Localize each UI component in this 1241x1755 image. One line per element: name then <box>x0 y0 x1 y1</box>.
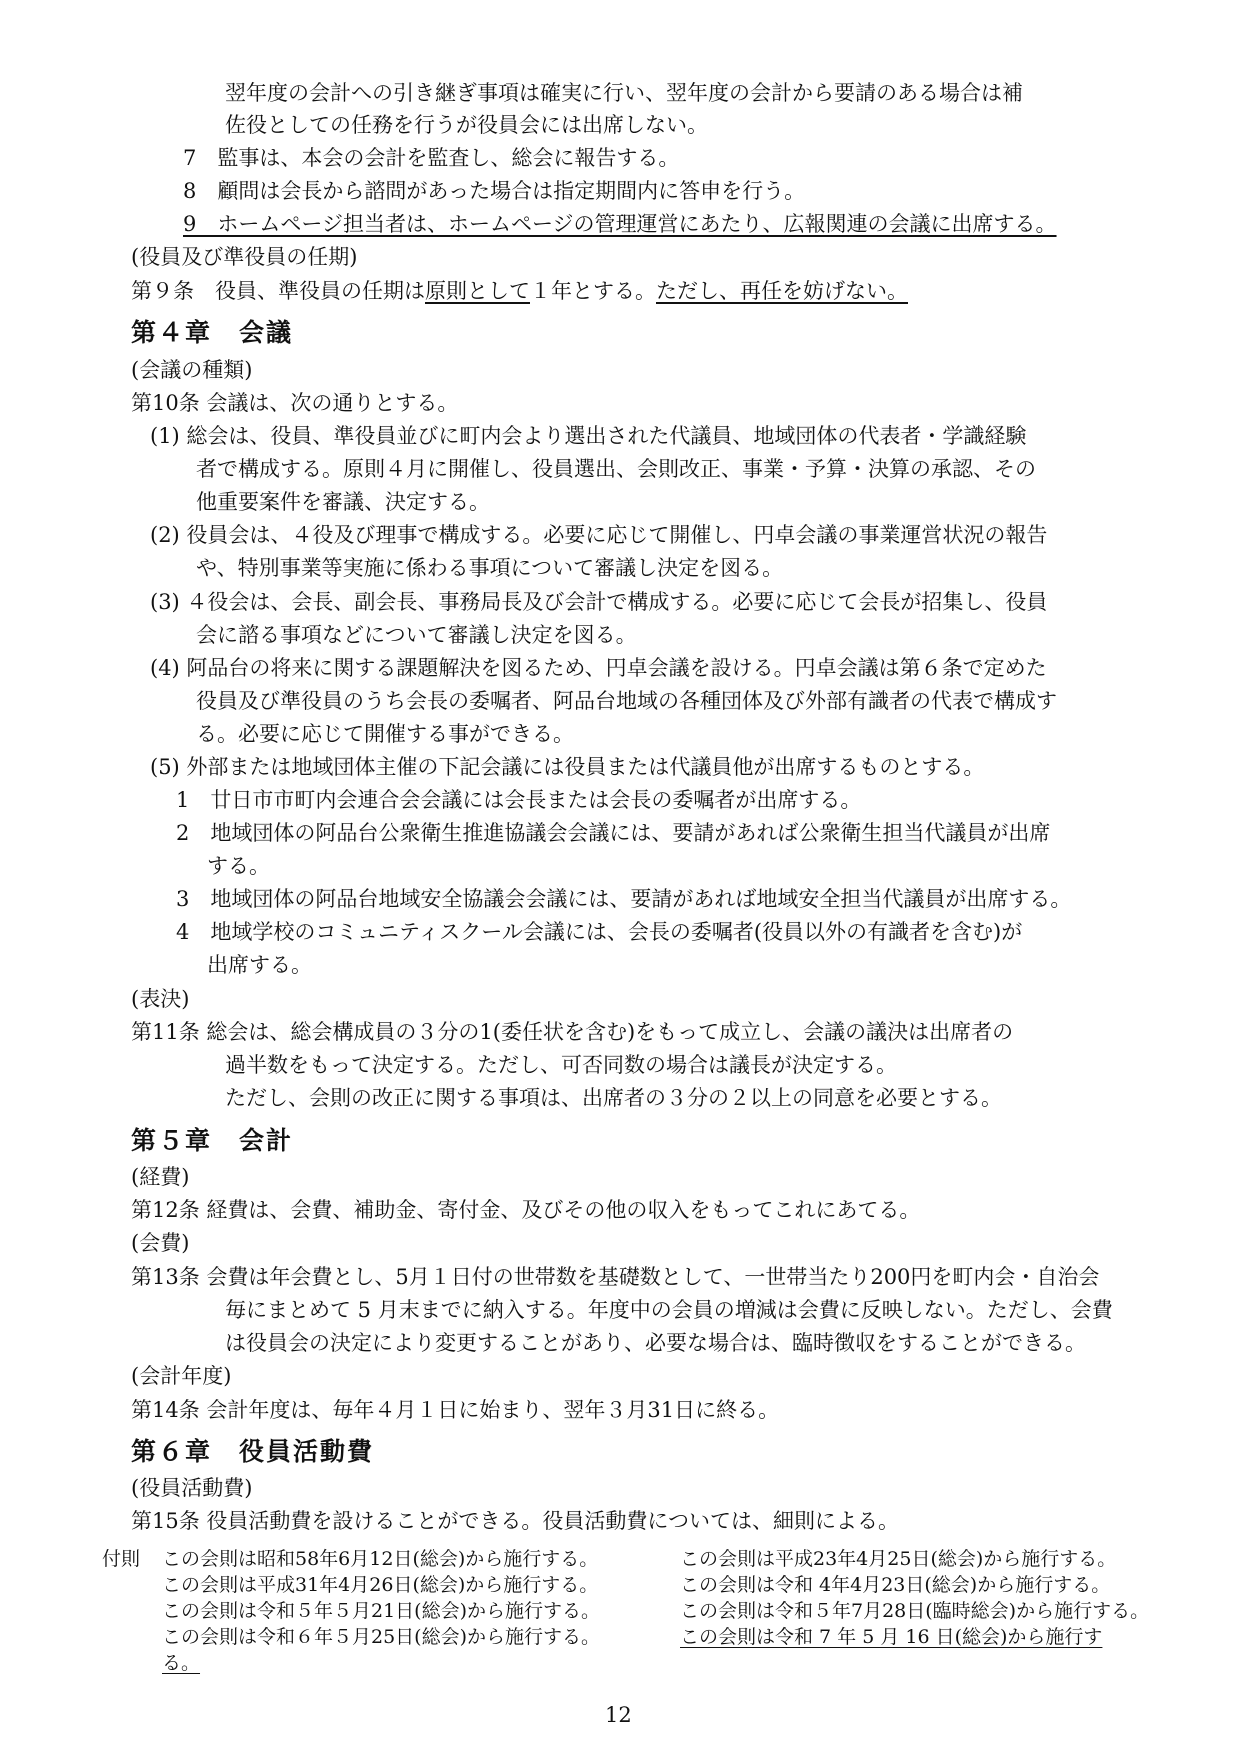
article-line: 第13条 会費は年会費とし、5月１日付の世帯数を基礎数として、一世帯当たり200円を町内会・自治会 <box>131 1265 1100 1289</box>
text-line: 2 地域団体の阿品台公衆衛生推進協議会会議には、要請があれば公衆衛生担当代議員が出席 <box>176 821 1051 845</box>
article-line: 第10条 会議は、次の通りとする。 <box>131 391 459 415</box>
supplementary-tail-underlined: る。 <box>162 1652 201 1674</box>
article-9-underlined: 原則として <box>425 279 530 303</box>
section-caption: (会議の種類) <box>131 358 253 382</box>
text-line: や、特別事業等実施に係わる事項について審議し決定を図る。 <box>196 556 784 580</box>
text-line: 毎にまとめて 5 月末までに納入する。年度中の会員の増減は会費に反映しない。ただし、会費 <box>225 1298 1113 1322</box>
article-9-part: １年とする。 <box>530 279 656 303</box>
text-line: 3 地域団体の阿品台地域安全協議会会議には、要請があれば地域安全担当代議員が出席する。 <box>176 887 1072 911</box>
text-line: (5) 外部または地域団体主催の下記会議には役員または代議員他が出席するものとする。 <box>150 755 985 779</box>
section-caption: (役員及び準役員の任期) <box>131 245 358 269</box>
text-line: (1) 総会は、役員、準役員並びに町内会より選出された代議員、地域団体の代表者・学識経験 <box>150 424 1027 448</box>
text-line: (4) 阿品台の将来に関する課題解決を図るため、円卓会議を設ける。円卓会議は第６条で定めた <box>150 656 1047 680</box>
text-line: 4 地域学校のコミュニティスクール会議には、会長の委嘱者(役員以外の有識者を含む)が <box>176 920 1023 944</box>
supplementary-right-item-underlined: この会則は令和 7 年 5 月 16 日(総会)から施行す <box>680 1626 1103 1648</box>
article-9-underlined: ただし、再任を妨げない。 <box>656 279 908 303</box>
text-line: 7 監事は、本会の会計を監査し、総会に報告する。 <box>183 146 680 170</box>
supplementary-left-item: この会則は令和６年５月25日(総会)から施行する。 <box>162 1626 601 1648</box>
text-line: (3) ４役会は、会長、副会長、事務局長及び会計で構成する。必要に応じて会長が招集し、役員 <box>150 590 1048 614</box>
text-line: 過半数をもって決定する。ただし、可否同数の場合は議長が決定する。 <box>225 1053 897 1077</box>
text-line: (2) 役員会は、４役及び理事で構成する。必要に応じて開催し、円卓会議の事業運営状況の報告 <box>150 523 1048 547</box>
text-line-underlined: 9 ホームページ担当者は、ホームページの管理運営にあたり、広報関連の会議に出席する。 <box>183 212 1057 236</box>
article-9-part: 第９条 役員、準役員の任期は <box>131 279 425 303</box>
text-line: 役員及び準役員のうち会長の委嘱者、阿品台地域の各種団体及び外部有識者の代表で構成す <box>196 689 1057 713</box>
text-line: 他重要案件を審議、決定する。 <box>196 490 490 514</box>
supplementary-left-item: この会則は令和５年５月21日(総会)から施行する。 <box>162 1600 601 1622</box>
chapter-heading: 第６章 役員活動費 <box>131 1437 375 1466</box>
text-line: する。 <box>207 854 270 878</box>
text-line: 1 廿日市市町内会連合会会議には会長または会長の委嘱者が出席する。 <box>176 788 862 812</box>
text-line: は役員会の決定により変更することがあり、必要な場合は、臨時徴収をすることができる。 <box>225 1331 1086 1355</box>
text-line: 出席する。 <box>207 953 312 977</box>
section-caption: (会計年度) <box>131 1364 232 1388</box>
article-line: 第12条 経費は、会費、補助金、寄付金、及びその他の収入をもってこれにあてる。 <box>131 1198 921 1222</box>
chapter-heading: 第５章 会計 <box>131 1126 294 1155</box>
supplementary-left-item: この会則は昭和58年6月12日(総会)から施行する。 <box>162 1548 599 1570</box>
text-line: 翌年度の会計への引き継ぎ事項は確実に行い、翌年度の会計から要請のある場合は補 <box>225 81 1023 105</box>
chapter-heading: 第４章 会議 <box>131 318 294 347</box>
article-line: 第11条 総会は、総会構成員の３分の1(委任状を含む)をもって成立し、会議の議決は出席者の <box>131 1020 1014 1044</box>
text-line: 者で構成する。原則４月に開催し、役員選出、会則改正、事業・予算・決算の承認、その <box>196 457 1036 481</box>
section-caption: (会費) <box>131 1231 190 1255</box>
section-caption: (表決) <box>131 987 190 1011</box>
text-line: 8 顧問は会長から諮問があった場合は指定期間内に答申を行う。 <box>183 179 806 203</box>
text-line: 会に諮る事項などについて審議し決定を図る。 <box>196 623 637 647</box>
supplementary-right-item: この会則は令和 4年4月23日(総会)から施行する。 <box>680 1574 1111 1596</box>
page-number: 12 <box>605 1703 632 1727</box>
article-line: 第15条 役員活動費を設けることができる。役員活動費については、細則による。 <box>131 1509 899 1533</box>
supplementary-right-item: この会則は令和５年7月28日(臨時総会)から施行する。 <box>680 1600 1150 1622</box>
text-line: 佐役としての任務を行うが役員会には出席しない。 <box>225 113 708 137</box>
text-line: る。必要に応じて開催する事ができる。 <box>196 722 574 746</box>
supplementary-label: 付則 <box>102 1548 141 1570</box>
supplementary-left-item: この会則は平成31年4月26日(総会)から施行する。 <box>162 1574 599 1596</box>
supplementary-right-item: この会則は平成23年4月25日(総会)から施行する。 <box>680 1548 1117 1570</box>
text-line: ただし、会則の改正に関する事項は、出席者の３分の２以上の同意を必要とする。 <box>225 1086 1002 1110</box>
article-9 <box>131 276 908 306</box>
section-caption: (経費) <box>131 1165 190 1189</box>
article-line: 第14条 会計年度は、毎年４月１日に始まり、翌年３月31日に終る。 <box>131 1398 780 1422</box>
section-caption: (役員活動費) <box>131 1476 253 1500</box>
